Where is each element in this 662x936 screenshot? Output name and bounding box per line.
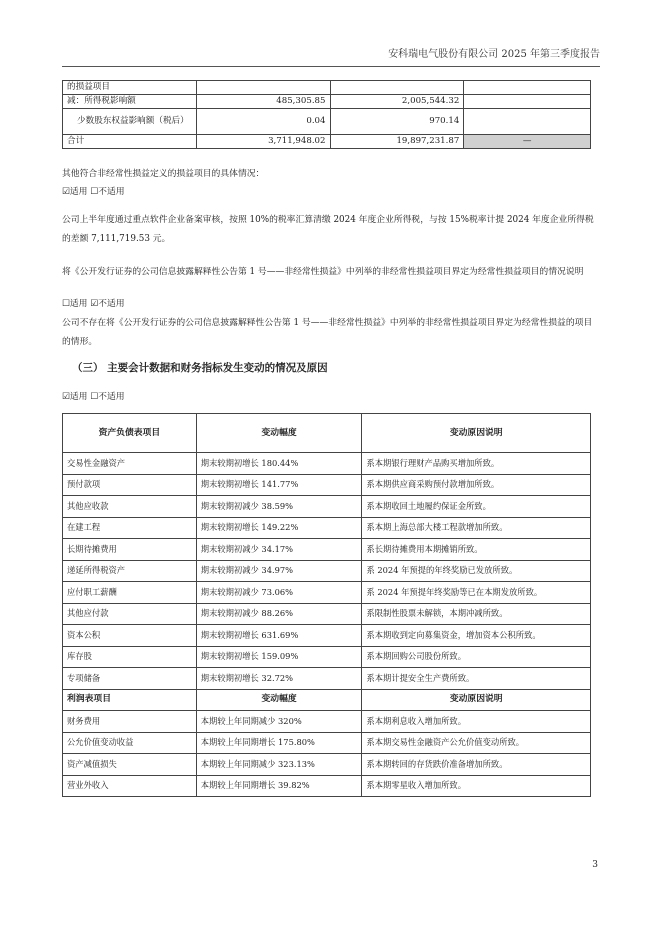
section-title: （三） 主要会计数据和财务指标发生变动的情况及原因 [72, 362, 328, 374]
page-header-title: 安科瑞电气股份有限公司 2025 年第三季度报告 [388, 49, 600, 60]
column-header: 变动原因说明 [362, 689, 591, 711]
table-row: 长期待摊费用 期末较期初减少 34.17% 系长期待摊费用本期摊销所致。 [63, 539, 591, 561]
page-number: 3 [592, 860, 598, 870]
table-row: 财务费用 本期较上年同期减少 320% 系本期利息收入增加所致。 [63, 711, 591, 733]
row-label: 的损益项目 [63, 81, 197, 95]
reclassification-statement: 公司不存在将《公开发行证券的公司信息披露解释性公告第 1 号——非经常性损益》中列举的非经常性损益项目界定为经常性损益的项目的情形。 [62, 318, 593, 347]
column-header: 变动原因说明 [362, 414, 591, 453]
table-row: 交易性金融资产 期末较期初增长 180.44% 系本期银行理财产品购买增加所致。 [63, 453, 591, 475]
table-row: 应付职工薪酬 期末较期初减少 73.06% 系 2024 年预提年终奖励等已在本期发放所致。 [63, 582, 591, 604]
reclassification-note: 将《公开发行证券的公司信息披露解释性公告第 1 号——非经常性损益》中列举的非经常性损益项目界定为经常性损益项目的情况说明 [62, 267, 584, 277]
table-row: 资本公积 期末较期初增长 631.69% 系本期收到定向募集资金，增加资本公积所致。 [63, 625, 591, 647]
table-row: 预付款项 期末较期初增长 141.77% 系本期供应商采购预付款增加所致。 [63, 474, 591, 496]
table-row: 减：所得税影响额 485,305.85 2,005,544.32 [63, 95, 591, 109]
row-label: 合计 [63, 135, 197, 149]
header-divider [62, 66, 600, 67]
table-row: 资产减值损失 本期较上年同期减少 323.13% 系本期转回的存货跌价准备增加所致。 [63, 754, 591, 776]
table-row-total: 合计 3,711,948.02 19,897,231.87 — [63, 135, 591, 149]
applicable-checkbox-2: ☐适用 ☑不适用 [62, 299, 125, 309]
table-row: 其他应付款 期末较期初减少 88.26% 系限制性股票未解锁，本期冲减所致。 [63, 603, 591, 625]
column-header: 变动幅度 [196, 414, 362, 453]
row-label: 减：所得税影响额 [63, 95, 197, 109]
table-row: 专项储备 期末较期初增长 32.72% 系本期计提安全生产费所致。 [63, 668, 591, 690]
table-row: 营业外收入 本期较上年同期增长 39.82% 系本期零星收入增加所致。 [63, 775, 591, 797]
column-header: 变动幅度 [196, 689, 362, 711]
table-row: 其他应收款 期末较期初减少 38.59% 系本期收回土地履约保证金所致。 [63, 496, 591, 518]
row-label: 少数股东权益影响额（税后） [63, 109, 197, 135]
table-header [63, 414, 591, 453]
column-header: 资产负债表项目 [63, 414, 197, 453]
applicable-checkbox-3: ☑适用 ☐不适用 [62, 392, 125, 402]
tax-explanation: 公司上半年度通过重点软件企业备案审核，按照 10%的税率汇算清缴 2024 年度企业所得税，与按 15%税率计提 2024 年度企业所得税的差额 7,111,719.53 元。 [62, 215, 594, 244]
table-subheader [63, 689, 591, 711]
table-row: 递延所得税资产 期末较期初减少 34.97% 系 2024 年预提的年终奖励已发放所致。 [63, 560, 591, 582]
nonrecurring-items-table [62, 80, 591, 149]
table-row: 少数股东权益影响额（税后） 0.04 970.14 [63, 109, 591, 135]
column-header: 利润表项目 [63, 689, 197, 711]
other-items-note: 其他符合非经常性损益定义的损益项目的具体情况： [62, 169, 265, 179]
table-row: 在建工程 期末较期初增长 149.22% 系本期上海总部大楼工程款增加所致。 [63, 517, 591, 539]
table-row: 公允价值变动收益 本期较上年同期增长 175.80% 系本期交易性金融资产公允价值变动所致。 [63, 732, 591, 754]
table-row: 库存股 期末较期初增长 159.09% 系本期回购公司股份所致。 [63, 646, 591, 668]
change-reasons-table [62, 413, 591, 797]
applicable-checkbox-1: ☑适用 ☐不适用 [62, 187, 125, 197]
table-row [63, 81, 591, 95]
